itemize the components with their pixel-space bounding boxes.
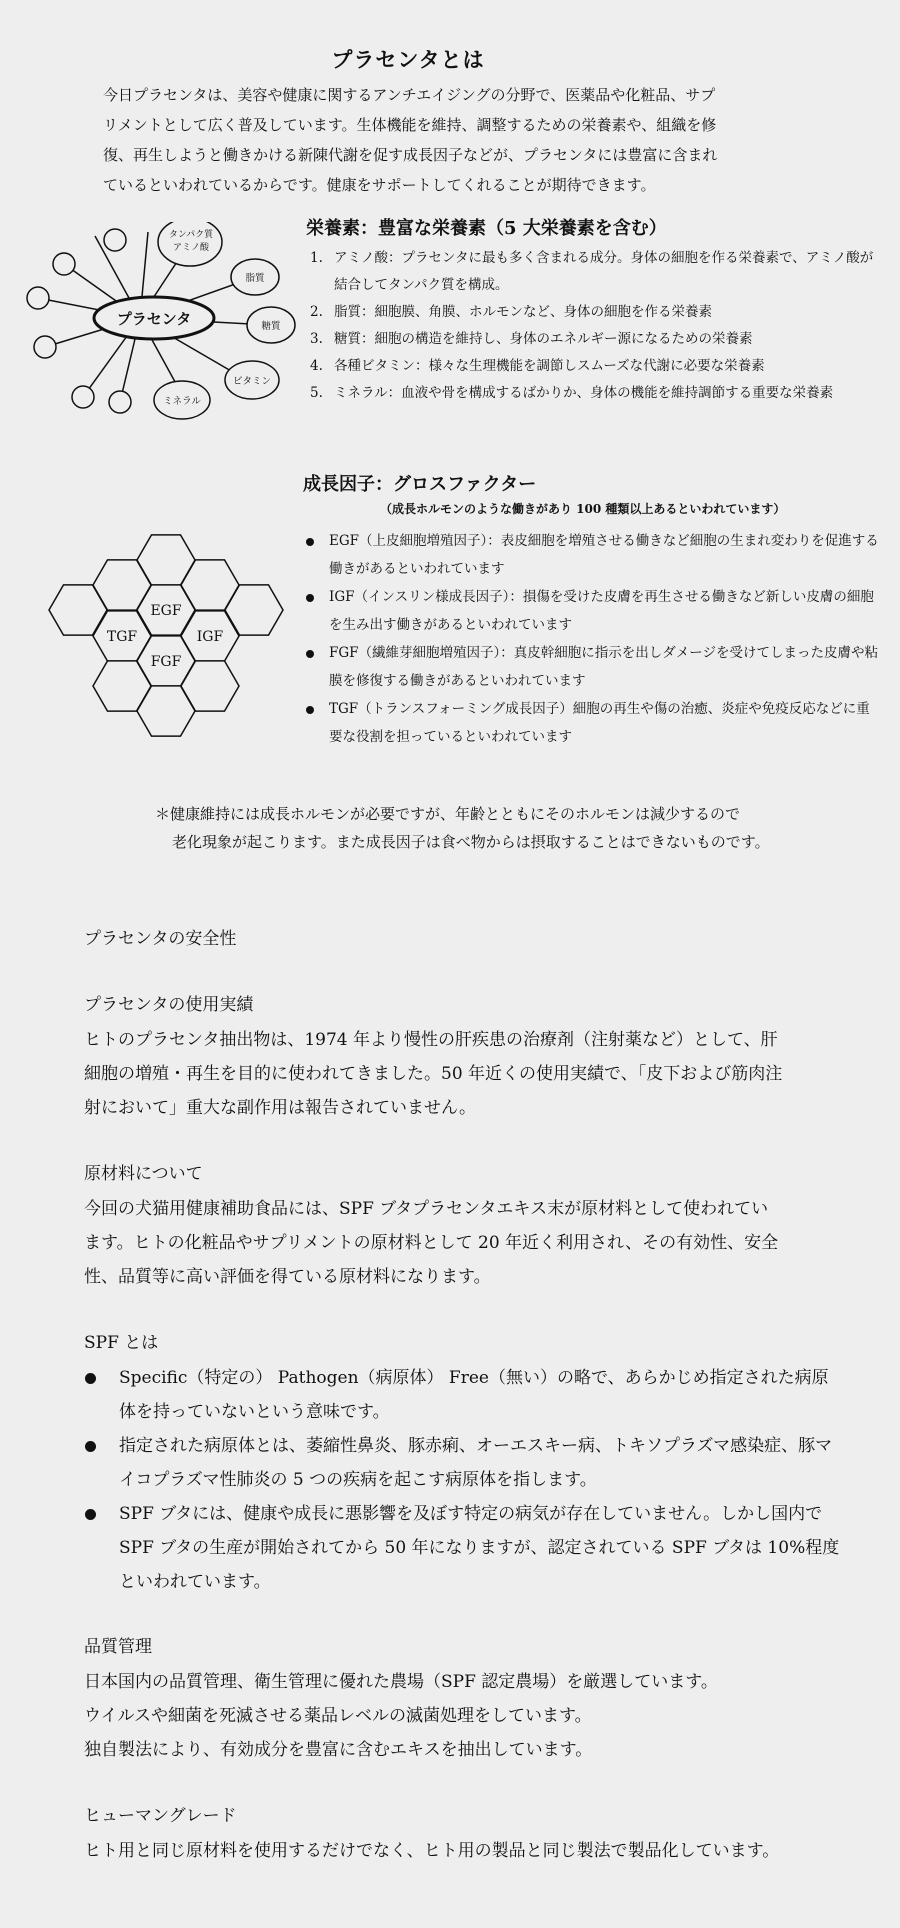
empty-node [27,287,49,309]
paragraph-line: ます。ヒトの化粧品やサプリメントの原材料として 20 年近く利用され、その有効性、安全 [84,1233,779,1253]
empty-node [72,386,94,408]
paragraph-line: 日本国内の品質管理、衛生管理に優れた農場（SPF 認定農場）を厳選しています。 [84,1672,718,1692]
footnote-line: 老化現象が起こります。また成長因子は食べ物からは摂取することはできないものです。 [172,833,770,851]
growth-factor-subheading: （成長ホルモンのような働きがあり 100 種類以上あるといわれています） [380,502,786,516]
list-item [310,245,886,299]
paragraph-line: 射において」重大な副作用は報告されていません。 [84,1098,477,1118]
usage-paragraph [84,1023,844,1125]
paragraph-line: 性、品質等に高い評価を得ている原材料になります。 [84,1267,491,1287]
empty-node [109,391,131,413]
list-item: 指定された病原体とは、萎縮性鼻炎、豚赤痢、オーエスキー病、トキソプラズマ感染症、豚マイコプラズマ性肺炎の 5 つの疾病を起こす病原体を指します。 [84,1429,844,1497]
list-item [310,299,886,326]
empty-node [34,336,56,358]
quality-paragraph [84,1665,844,1767]
list-item: FGF（繊維芽細胞増殖因子）：真皮幹細胞に指示を出しダメージを受けてしまった皮膚や粘膜を修復する働きがあるといわれています [303,639,883,695]
item-text: 各種ビタミン：様々な生理機能を調節しスムーズな代謝に必要な栄養素 [334,358,765,374]
footnote [155,800,770,856]
paragraph-line: ウイルスや細菌を死滅させる薬品レベルの滅菌処理をしています。 [84,1706,592,1726]
item-text: 糖質：細胞の構造を維持し、身体のエネルギー源になるための栄養素 [334,331,753,347]
tgf-label: TGF [106,629,138,645]
item-number: 3. [310,331,323,347]
human-grade-heading: ヒューマングレード [84,1806,237,1826]
list-item [310,380,886,407]
vitamin-label: ビタミン [232,376,272,387]
placenta-nutrient-diagram [20,222,305,422]
amino-acid-label: アミノ酸 [172,243,210,253]
paragraph-line: ヒト用と同じ原材料を使用するだけでなく、ヒト用の製品と同じ製法で製品化しています。 [84,1841,780,1861]
human-grade-paragraph [84,1834,844,1868]
nutrients-list [310,245,886,407]
paragraph-line: 細胞の増殖・再生を目的に使われてきました。50 年近くの使用実績で、「皮下および筋肉注 [84,1064,783,1084]
paragraph-line: 今回の犬猫用健康補助食品には、SPF ブタプラセンタエキス末が原材料として使われてい [84,1199,769,1219]
empty-node [53,253,75,275]
nutrients-heading: 栄養素：豊富な栄養素（5 大栄養素を含む） [306,218,667,239]
protein-label: タンパク質 [168,230,214,240]
empty-node [104,229,126,251]
list-item [310,326,886,353]
placenta-label: プラセンタ [116,310,192,328]
sugar-label: 糖質 [261,321,281,332]
safety-heading: プラセンタの安全性 [84,929,237,949]
spf-list [84,1361,844,1599]
footnote-line: ＊健康維持には成長ホルモンが必要ですが、年齢とともにそのホルモンは減少するので [155,805,741,823]
quality-heading: 品質管理 [84,1637,152,1657]
list-item: TGF（トランスフォーミング成長因子）細胞の再生や傷の治癒、炎症や免疫反応などに重要な役割を担っているといわれています [303,695,883,751]
item-number: 2. [310,304,323,320]
lipid-label: 脂質 [245,273,265,284]
intro-paragraph [103,80,773,200]
igf-label: IGF [196,629,224,645]
page-title: プラセンタとは [331,47,485,72]
paragraph-line: ヒトのプラセンタ抽出物は、1974 年より慢性の肝疾患の治療剤（注射薬など）として、肝 [84,1030,778,1050]
spf-heading: SPF とは [84,1333,159,1353]
usage-heading: プラセンタの使用実績 [84,995,254,1015]
intro-line: リメントとして広く普及しています。生体機能を維持、調整するための栄養素や、組織を修 [103,116,717,134]
paragraph-line: 独自製法により、有効成分を豊富に含むエキスを抽出しています。 [84,1740,593,1760]
intro-line: 今日プラセンタは、美容や健康に関するアンチエイジングの分野で、医薬品や化粧品、サプ [103,86,716,104]
item-text: アミノ酸：プラセンタに最も多く含まれる成分。身体の細胞を作る栄養素で、アミノ酸が結合してタンパク質を構成。 [334,250,874,293]
material-paragraph [84,1192,844,1294]
intro-line: ているといわれているからです。健康をサポートしてくれることが期待できます。 [103,176,656,194]
item-number: 1. [310,250,323,266]
item-number: 4. [310,358,323,374]
material-heading: 原材料について [84,1164,203,1184]
item-number: 5. [310,385,323,401]
list-item [310,353,886,380]
growth-factor-honeycomb [45,530,290,755]
list-item: EGF（上皮細胞増殖因子）：表皮細胞を増殖させる働きなど細胞の生まれ変わりを促進する働きがあるといわれています [303,527,883,583]
growth-factor-heading: 成長因子：グロスファクター [303,474,537,495]
growth-factor-list [303,527,883,751]
list-item: Specific（特定の） Pathogen（病原体） Free（無い）の略で、あらかじめ指定された病原体を持っていないという意味です。 [84,1361,844,1429]
item-text: 脂質：細胞膜、角膜、ホルモンなど、身体の細胞を作る栄養素 [334,304,712,320]
item-text: ミネラル：血液や骨を構成するばかりか、身体の機能を維持調節する重要な栄養素 [334,385,834,401]
fgf-label: FGF [150,654,182,670]
egf-label: EGF [150,603,182,619]
mineral-label: ミネラル [163,396,201,407]
intro-line: 復、再生しようと働きかける新陳代謝を促す成長因子などが、プラセンタには豊富に含まれ [103,146,718,164]
list-item: SPF ブタには、健康や成長に悪影響を及ぼす特定の病気が存在していません。しかし国内で SPF ブタの生産が開始されてから 50 年になりますが、認定されている SPF ブタは 10%程度といわれています。 [84,1497,844,1599]
list-item: IGF（インスリン様成長因子）：損傷を受けた皮膚を再生させる働きなど新しい皮膚の細胞を生み出す働きがあるといわれています [303,583,883,639]
